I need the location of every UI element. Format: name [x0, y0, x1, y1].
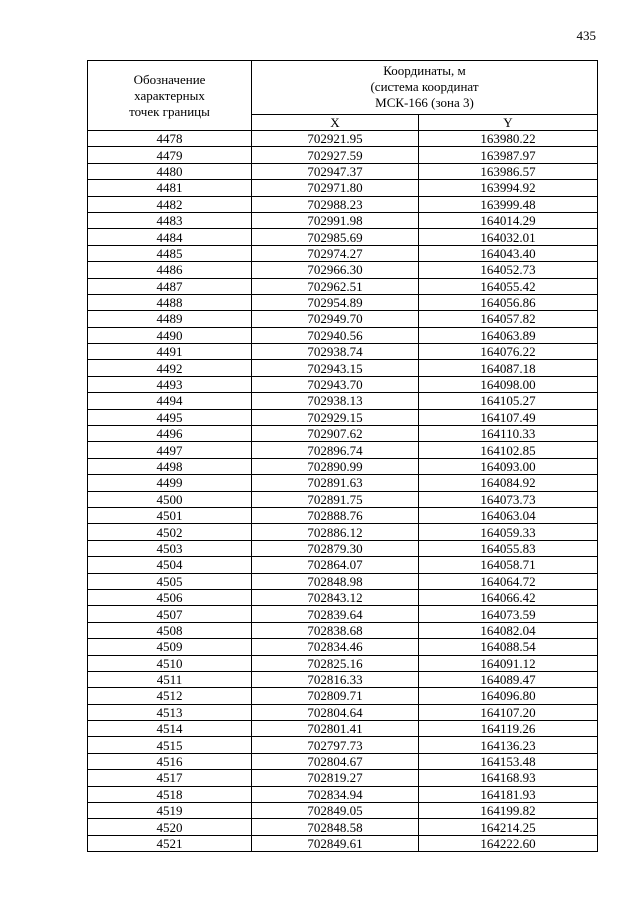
point-id-cell: 4487 [88, 278, 252, 294]
point-id-cell: 4514 [88, 721, 252, 737]
y-coordinate-cell: 164057.82 [419, 311, 598, 327]
table-row [88, 458, 598, 474]
x-coordinate-cell: 702947.37 [252, 163, 419, 179]
x-coordinate-cell: 702804.67 [252, 753, 419, 769]
point-label-line-2: характерных [134, 87, 205, 103]
table-row [88, 835, 598, 851]
x-coordinate-cell: 702991.98 [252, 212, 419, 228]
point-id-cell: 4516 [88, 753, 252, 769]
x-coordinate-cell: 702949.70 [252, 311, 419, 327]
y-coordinate-cell: 164091.12 [419, 655, 598, 671]
table-row [88, 360, 598, 376]
y-coordinate-cell: 164043.40 [419, 245, 598, 261]
table-row [88, 212, 598, 228]
point-id-cell: 4488 [88, 294, 252, 310]
point-id-cell: 4502 [88, 524, 252, 540]
point-id-cell: 4486 [88, 262, 252, 278]
x-coordinate-cell: 702804.64 [252, 704, 419, 720]
y-coordinate-cell: 164096.80 [419, 688, 598, 704]
y-coordinate-cell: 164168.93 [419, 770, 598, 786]
x-coordinate-cell: 702938.74 [252, 344, 419, 360]
point-id-cell: 4485 [88, 245, 252, 261]
point-id-cell: 4490 [88, 327, 252, 343]
y-coordinate-cell: 164088.54 [419, 639, 598, 655]
point-id-cell: 4517 [88, 770, 252, 786]
y-coordinate-cell: 164063.04 [419, 507, 598, 523]
x-coordinate-cell: 702943.70 [252, 376, 419, 392]
table-row [88, 639, 598, 655]
point-id-cell: 4518 [88, 786, 252, 802]
y-coordinate-cell: 163999.48 [419, 196, 598, 212]
table-row [88, 655, 598, 671]
table-row [88, 344, 598, 360]
table-row [88, 671, 598, 687]
x-coordinate-cell: 702838.68 [252, 622, 419, 638]
y-coordinate-cell: 164055.42 [419, 278, 598, 294]
point-id-cell: 4492 [88, 360, 252, 376]
y-coordinate-cell: 163994.92 [419, 180, 598, 196]
table-row [88, 589, 598, 605]
x-coordinate-cell: 702921.95 [252, 131, 419, 147]
x-coordinate-cell: 702938.13 [252, 393, 419, 409]
x-coordinate-cell: 702943.15 [252, 360, 419, 376]
x-coordinate-cell: 702834.46 [252, 639, 419, 655]
y-coordinate-cell: 163980.22 [419, 131, 598, 147]
x-coordinate-cell: 702896.74 [252, 442, 419, 458]
point-id-cell: 4480 [88, 163, 252, 179]
point-id-cell: 4505 [88, 573, 252, 589]
x-coordinate-cell: 702801.41 [252, 721, 419, 737]
point-id-cell: 4509 [88, 639, 252, 655]
y-coordinate-cell: 164014.29 [419, 212, 598, 228]
x-coordinate-cell: 702929.15 [252, 409, 419, 425]
y-coordinate-cell: 164222.60 [419, 835, 598, 851]
x-coordinate-cell: 702848.58 [252, 819, 419, 835]
y-coordinate-cell: 164102.85 [419, 442, 598, 458]
x-coordinate-cell: 702891.63 [252, 475, 419, 491]
table-row [88, 245, 598, 261]
x-coordinate-cell: 702962.51 [252, 278, 419, 294]
y-coordinate-cell: 164119.26 [419, 721, 598, 737]
table-row [88, 311, 598, 327]
x-coordinate-cell: 702839.64 [252, 606, 419, 622]
table-row [88, 262, 598, 278]
table-row [88, 131, 598, 147]
point-id-cell: 4500 [88, 491, 252, 507]
table-row [88, 327, 598, 343]
x-coordinate-cell: 702886.12 [252, 524, 419, 540]
y-coordinate-cell: 164105.27 [419, 393, 598, 409]
y-coordinate-cell: 164181.93 [419, 786, 598, 802]
y-coordinate-cell: 164032.01 [419, 229, 598, 245]
table-row [88, 704, 598, 720]
y-coordinate-cell: 163986.57 [419, 163, 598, 179]
table-row [88, 622, 598, 638]
x-coordinate-cell: 702985.69 [252, 229, 419, 245]
x-coordinate-cell: 702971.80 [252, 180, 419, 196]
table-row [88, 475, 598, 491]
table-row [88, 278, 598, 294]
y-coordinate-cell: 164055.83 [419, 540, 598, 556]
point-id-cell: 4493 [88, 376, 252, 392]
table-row [88, 786, 598, 802]
x-coordinate-cell: 702797.73 [252, 737, 419, 753]
point-id-cell: 4498 [88, 458, 252, 474]
point-id-cell: 4496 [88, 426, 252, 442]
table-row [88, 573, 598, 589]
x-coordinate-cell: 702940.56 [252, 327, 419, 343]
point-label-line-3: точек границы [129, 103, 210, 119]
point-id-cell: 4515 [88, 737, 252, 753]
x-coordinate-cell: 702809.71 [252, 688, 419, 704]
table-row [88, 196, 598, 212]
table-row [88, 688, 598, 704]
point-id-cell: 4482 [88, 196, 252, 212]
point-id-cell: 4510 [88, 655, 252, 671]
point-id-cell: 4499 [88, 475, 252, 491]
y-coordinate-cell: 164082.04 [419, 622, 598, 638]
coordinates-title-line-2: (система координат [370, 79, 479, 95]
x-coordinate-cell: 702816.33 [252, 671, 419, 687]
y-coordinate-cell: 164214.25 [419, 819, 598, 835]
table-row [88, 229, 598, 245]
table-row [88, 507, 598, 523]
point-id-cell: 4489 [88, 311, 252, 327]
table-row [88, 524, 598, 540]
x-column-header: X [252, 114, 419, 130]
x-coordinate-cell: 702834.94 [252, 786, 419, 802]
y-coordinate-cell: 164087.18 [419, 360, 598, 376]
x-coordinate-cell: 702864.07 [252, 557, 419, 573]
table-row [88, 163, 598, 179]
x-coordinate-cell: 702849.61 [252, 835, 419, 851]
y-coordinate-cell: 164073.73 [419, 491, 598, 507]
y-coordinate-cell: 164136.23 [419, 737, 598, 753]
table-row [88, 770, 598, 786]
point-id-cell: 4511 [88, 671, 252, 687]
table-row [88, 442, 598, 458]
table-row [88, 819, 598, 835]
y-coordinate-cell: 164089.47 [419, 671, 598, 687]
x-coordinate-cell: 702843.12 [252, 589, 419, 605]
y-coordinate-cell: 164052.73 [419, 262, 598, 278]
point-id-cell: 4520 [88, 819, 252, 835]
x-coordinate-cell: 702966.30 [252, 262, 419, 278]
table-row [88, 557, 598, 573]
y-coordinate-cell: 164076.22 [419, 344, 598, 360]
y-coordinate-cell: 164110.33 [419, 426, 598, 442]
point-id-cell: 4504 [88, 557, 252, 573]
table-row [88, 803, 598, 819]
point-id-cell: 4501 [88, 507, 252, 523]
x-coordinate-cell: 702890.99 [252, 458, 419, 474]
y-coordinate-cell: 164058.71 [419, 557, 598, 573]
coordinates-title-line-3: МСК-166 (зона 3) [375, 95, 474, 111]
y-coordinate-cell: 164059.33 [419, 524, 598, 540]
table-row [88, 491, 598, 507]
x-coordinate-cell: 702907.62 [252, 426, 419, 442]
point-id-cell: 4479 [88, 147, 252, 163]
point-id-cell: 4513 [88, 704, 252, 720]
coordinates-table [87, 60, 598, 852]
point-id-cell: 4481 [88, 180, 252, 196]
coordinates-header [252, 61, 598, 115]
y-coordinate-cell: 164066.42 [419, 589, 598, 605]
point-id-cell: 4512 [88, 688, 252, 704]
point-id-cell: 4507 [88, 606, 252, 622]
y-coordinate-cell: 164056.86 [419, 294, 598, 310]
x-coordinate-cell: 702954.89 [252, 294, 419, 310]
page-number: 435 [576, 28, 596, 43]
point-id-cell: 4495 [88, 409, 252, 425]
point-id-cell: 4483 [88, 212, 252, 228]
x-coordinate-cell: 702879.30 [252, 540, 419, 556]
point-id-cell: 4484 [88, 229, 252, 245]
y-coordinate-cell: 164107.20 [419, 704, 598, 720]
point-id-cell: 4506 [88, 589, 252, 605]
point-id-cell: 4478 [88, 131, 252, 147]
table-header [88, 61, 598, 131]
x-coordinate-cell: 702849.05 [252, 803, 419, 819]
table-row [88, 606, 598, 622]
point-id-cell: 4494 [88, 393, 252, 409]
point-id-cell: 4491 [88, 344, 252, 360]
point-label-header [88, 61, 252, 131]
y-coordinate-cell: 164073.59 [419, 606, 598, 622]
table-row [88, 376, 598, 392]
table-row [88, 753, 598, 769]
table-row [88, 540, 598, 556]
table-row [88, 737, 598, 753]
y-coordinate-cell: 163987.97 [419, 147, 598, 163]
y-coordinate-cell: 164199.82 [419, 803, 598, 819]
point-id-cell: 4519 [88, 803, 252, 819]
y-coordinate-cell: 164093.00 [419, 458, 598, 474]
x-coordinate-cell: 702848.98 [252, 573, 419, 589]
table-row [88, 426, 598, 442]
x-coordinate-cell: 702927.59 [252, 147, 419, 163]
x-coordinate-cell: 702825.16 [252, 655, 419, 671]
coordinates-title-line-1: Координаты, м [383, 63, 466, 79]
point-label-line-1: Обозначение [133, 71, 206, 87]
table-row [88, 721, 598, 737]
table-row [88, 294, 598, 310]
table-body [88, 131, 598, 852]
y-column-header: Y [419, 114, 598, 130]
x-coordinate-cell: 702888.76 [252, 507, 419, 523]
point-id-cell: 4508 [88, 622, 252, 638]
table-row [88, 147, 598, 163]
x-coordinate-cell: 702891.75 [252, 491, 419, 507]
y-coordinate-cell: 164064.72 [419, 573, 598, 589]
point-id-cell: 4497 [88, 442, 252, 458]
table-row [88, 409, 598, 425]
x-coordinate-cell: 702974.27 [252, 245, 419, 261]
y-coordinate-cell: 164063.89 [419, 327, 598, 343]
y-coordinate-cell: 164153.48 [419, 753, 598, 769]
point-id-cell: 4521 [88, 835, 252, 851]
y-coordinate-cell: 164107.49 [419, 409, 598, 425]
x-coordinate-cell: 702988.23 [252, 196, 419, 212]
y-coordinate-cell: 164098.00 [419, 376, 598, 392]
point-id-cell: 4503 [88, 540, 252, 556]
table-row [88, 393, 598, 409]
table-row [88, 180, 598, 196]
x-coordinate-cell: 702819.27 [252, 770, 419, 786]
y-coordinate-cell: 164084.92 [419, 475, 598, 491]
